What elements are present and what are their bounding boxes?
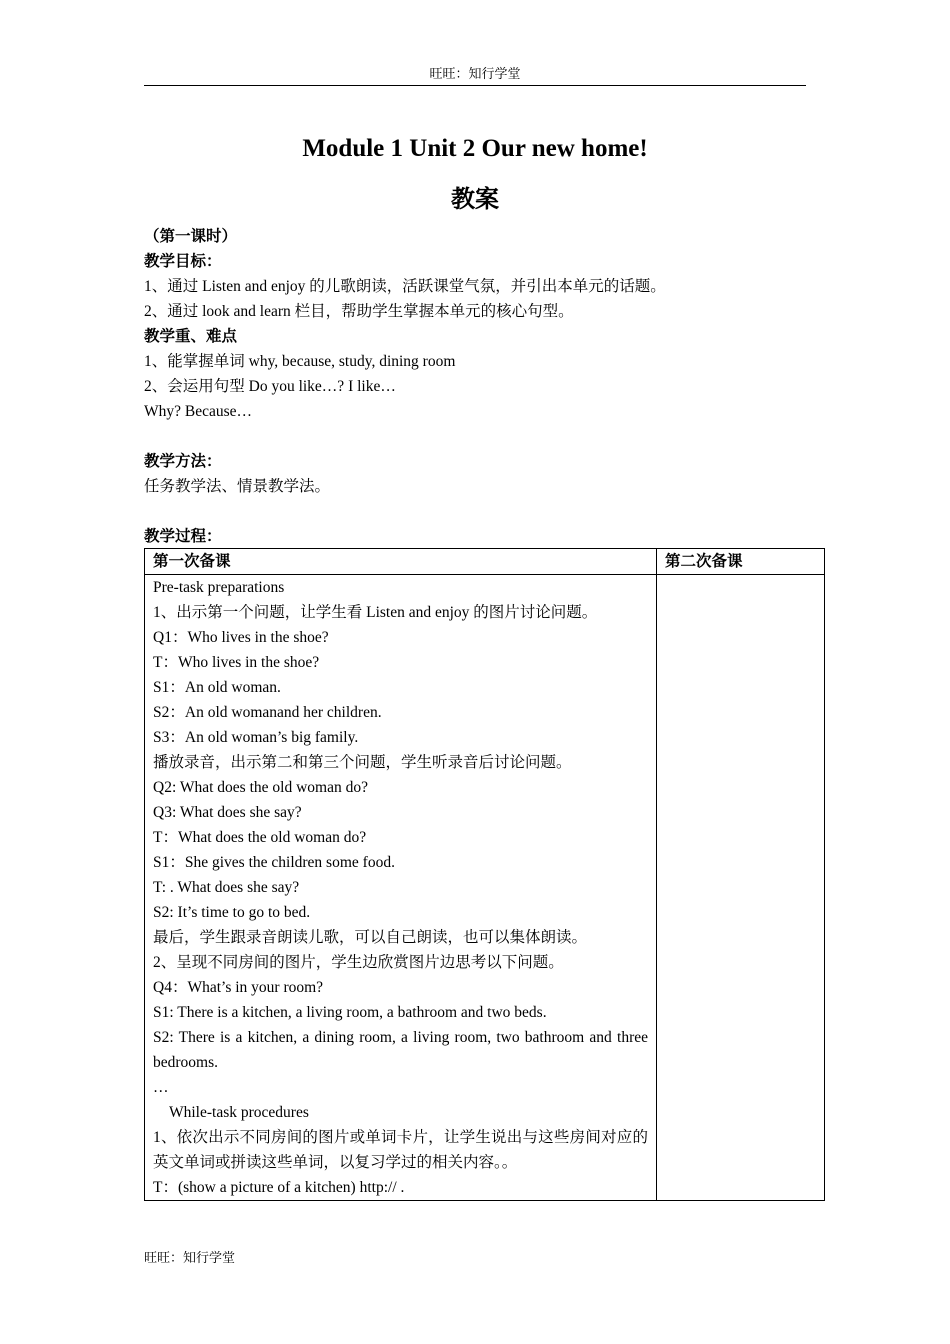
objective-item: 1、通过 Listen and enjoy 的儿歌朗读，活跃课堂气氛，并引出本单元的话题。 bbox=[144, 278, 666, 295]
document-body bbox=[144, 224, 824, 549]
second-prep-cell bbox=[657, 575, 825, 1201]
lesson-line: Q1：Who lives in the shoe? bbox=[153, 629, 329, 646]
lesson-line: S1: There is a kitchen, a living room, a bathroom and two beds. bbox=[153, 1004, 547, 1021]
objectives-heading: 教学目标： bbox=[144, 253, 222, 270]
lesson-line: 1、依次出示不同房间的图片或单词卡片，让学生说出与这些房间对应的英文单词或拼读这些单词，以复习学过的相关内容。。 bbox=[153, 1129, 648, 1171]
header-second-prep: 第二次备课 bbox=[657, 549, 825, 575]
first-prep-cell bbox=[145, 575, 657, 1201]
lesson-line: 2、呈现不同房间的图片，学生边欣赏图片边思考以下问题。 bbox=[153, 954, 564, 971]
key-point-item: Why? Because… bbox=[144, 403, 253, 420]
lesson-line: Q4：What’s in your room? bbox=[153, 979, 324, 996]
document-title: Module 1 Unit 2 Our new home! bbox=[302, 135, 648, 162]
objective-item: 2、通过 look and learn 栏目，帮助学生掌握本单元的核心句型。 bbox=[144, 303, 574, 320]
lesson-line: S2: It’s time to go to bed. bbox=[153, 904, 311, 921]
lesson-line: S2: There is a kitchen, a dining room, a living room, two bathroom and three bedrooms. bbox=[153, 1029, 648, 1071]
lesson-line: S1：She gives the children some food. bbox=[153, 854, 395, 871]
lesson-line: Q2: What does the old woman do? bbox=[153, 779, 368, 796]
lesson-period: （第一课时） bbox=[144, 228, 238, 245]
spacer bbox=[144, 499, 824, 524]
table-row bbox=[145, 575, 825, 1201]
key-points-heading: 教学重、难点 bbox=[144, 328, 238, 345]
lesson-line: T：Who lives in the shoe? bbox=[153, 654, 320, 671]
spacer bbox=[144, 424, 824, 449]
lesson-line: T：What does the old woman do? bbox=[153, 829, 367, 846]
lesson-line: S2：An old womanand her children. bbox=[153, 704, 382, 721]
header-first-prep: 第一次备课 bbox=[145, 549, 657, 575]
document-subtitle: 教案 bbox=[451, 187, 499, 213]
lesson-line: S1：An old woman. bbox=[153, 679, 281, 696]
methods-heading: 教学方法： bbox=[144, 453, 222, 470]
lesson-line: Q3: What does she say? bbox=[153, 804, 302, 821]
lesson-line: Pre-task preparations bbox=[153, 579, 285, 596]
page-footer: 旺旺：知行学堂 bbox=[144, 1250, 236, 1265]
key-point-item: 1、能掌握单词 why, because, study, dining room bbox=[144, 353, 456, 370]
lesson-line: While-task procedures bbox=[169, 1104, 309, 1121]
process-heading: 教学过程： bbox=[144, 528, 222, 545]
page-header: 旺旺：知行学堂 bbox=[144, 64, 806, 86]
lesson-line: S3：An old woman’s big family. bbox=[153, 729, 359, 746]
lesson-line: … bbox=[153, 1079, 169, 1096]
methods-text: 任务教学法、情景教学法。 bbox=[144, 478, 331, 495]
table-header-row bbox=[145, 549, 825, 575]
lesson-line: 播放录音，出示第二和第三个问题，学生听录音后讨论问题。 bbox=[153, 754, 572, 771]
lesson-line: T: . What does she say? bbox=[153, 879, 300, 896]
key-point-item: 2、会运用句型 Do you like…? I like… bbox=[144, 378, 396, 395]
lesson-table bbox=[144, 548, 825, 1201]
lesson-line: 最后，学生跟录音朗读儿歌，可以自己朗读，也可以集体朗读。 bbox=[153, 929, 588, 946]
lesson-line: T：(show a picture of a kitchen) http:// . bbox=[153, 1179, 405, 1196]
lesson-line: 1、出示第一个问题，让学生看 Listen and enjoy 的图片讨论问题。 bbox=[153, 604, 598, 621]
